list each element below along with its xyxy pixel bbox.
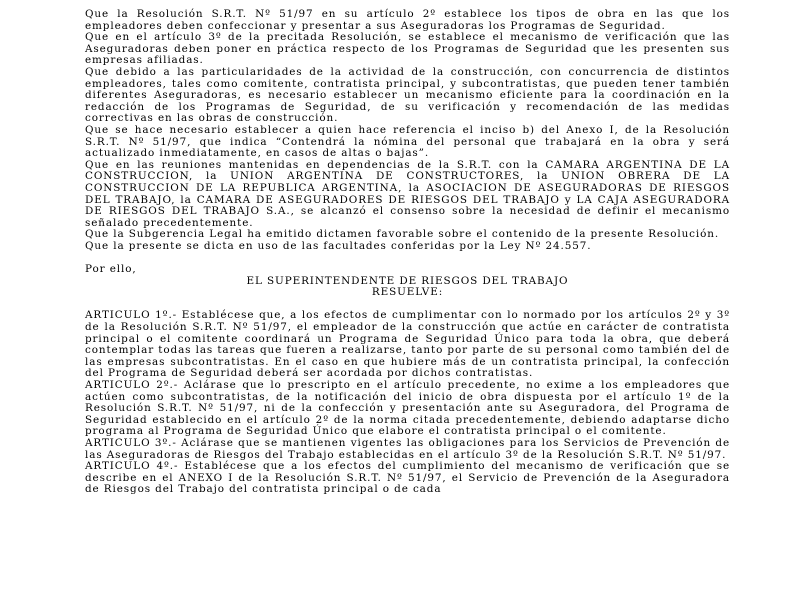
document-body: [85, 9, 730, 496]
blank-line: [85, 252, 730, 264]
por-ello-text: Por ello,: [85, 263, 137, 276]
articulo-paragraph: ARTICULO 4º.- Establécese que a los efectos del cumplimiento del mecanismo de verificación que se describe en el ANEXO I de la Resolución S.R.T. Nº 51/97, el Servicio de Prevención de la Aseguradora de Riesgos del Trabajo del contratista principal o de cada: [85, 460, 730, 496]
resuelve-heading: RESUELVE:: [371, 286, 444, 299]
considerando-paragraph: Que la Resolución S.R.T. Nº 51/97 en su artículo 2º establece los tipos de obra en las que los empleadores deben confeccionar y presentar a sus Aseguradoras los Programas de Seguridad.: [85, 8, 730, 32]
articulo-paragraph: ARTICULO 3º.- Aclárase que se mantienen vigentes las obligaciones para los Servicios de Prevención de las Aseguradoras de Riesgos del Trabajo establecidas en el artículo 3º de la Resolución S.R.T. Nº 51/97.: [85, 436, 730, 461]
articulo-paragraph: ARTICULO 2º.- Aclárase que lo prescripto en el artículo precedente, no exime a los empleadores que actúen como subcontratistas, de la notificación del inicio de obra dispuesta por el artículo 1º de la Resolución S.R.T. Nº 51/97, ni de la confección y presentación ante su Aseguradora, del Programa de Seguridad establecido en el artículo 2º de la norma citada precedentemente, debiendo adaptarse dicho programa al Programa de Seguridad Único que elabore el contratista principal o el comitente.: [85, 379, 730, 438]
considerando-paragraph: Que la presente se dicta en uso de las facultades conferidas por la Ley Nº 24.557.: [85, 239, 592, 252]
articulo-paragraph: ARTICULO 1º.- Establécese que, a los efectos de cumplimentar con lo normado por los artículos 2º y 3º de la Resolución S.R.T. Nº 51/97, el empleador de la construcción que actúe en carácter de contratista principal o el comitente coordinará un Programa de Seguridad Único para toda la obra, que deberá contemplar todas las tareas que fueren a realizarse, tanto por parte de su personal como también del de las empresas subcontratistas. En el caso en que hubiere más de un contratista principal, la confección del Programa de Seguridad deberá ser acordada por dichos contratistas.: [85, 309, 731, 380]
considerando-paragraph: Que en el artículo 3º de la precitada Resolución, se establece el mecanismo de verificación que las Aseguradoras deben poner en práctica respecto de los Programas de Seguridad que les presenten sus empresas afiliadas.: [85, 31, 730, 67]
considerando-paragraph: Que se hace necesario establecer a quien hace referencia el inciso b) del Anexo I, de la Resolución S.R.T. Nº 51/97, que indica “Contendrá la nómina del personal que trabajará en la obra y será actualizado inmediatamente, en casos de altas o bajas”.: [85, 123, 730, 160]
considerando-paragraph: Que la Subgerencia Legal ha emitido dictamen favorable sobre el contenido de la presente Resolución.: [85, 228, 720, 241]
authority-heading: EL SUPERINTENDENTE DE RIESGOS DEL TRABAJO: [246, 274, 569, 287]
considerando-paragraph: Que en las reuniones mantenidas en dependencias de la S.R.T. con la CAMARA ARGENTINA DE LA CONSTRUCCION, la UNION ARGENTINA DE CONSTRUCTORES, la UNION OBRERA DE LA CONSTRUCCION DE LA REPUBLICA ARGENTINA, la ASOCIACION DE ASEGURADORAS DE RIESGOS DEL TRABAJO, la CAMARA DE ASEGURADORES DE RIESGOS DEL TRABAJO y LA CAJA ASEGURADORA DE RIESGOS DEL TRABAJO S.A., se alcanzó el consenso sobre la necesidad de definir el mecanismo señalado precedentemente.: [85, 158, 730, 229]
considerando-paragraph: Que debido a las particularidades de la actividad de la construcción, con concurrencia de distintos empleadores, tales como comitente, contratista principal, y subcontratistas, que pueden tener también diferentes Aseguradoras, es necesario establecer un mecanismo eficiente para la coordinación en la redacción de los Programas de Seguridad, de su verificación y recomendación de las medidas correctivas en las obras de construcción.: [85, 65, 730, 125]
